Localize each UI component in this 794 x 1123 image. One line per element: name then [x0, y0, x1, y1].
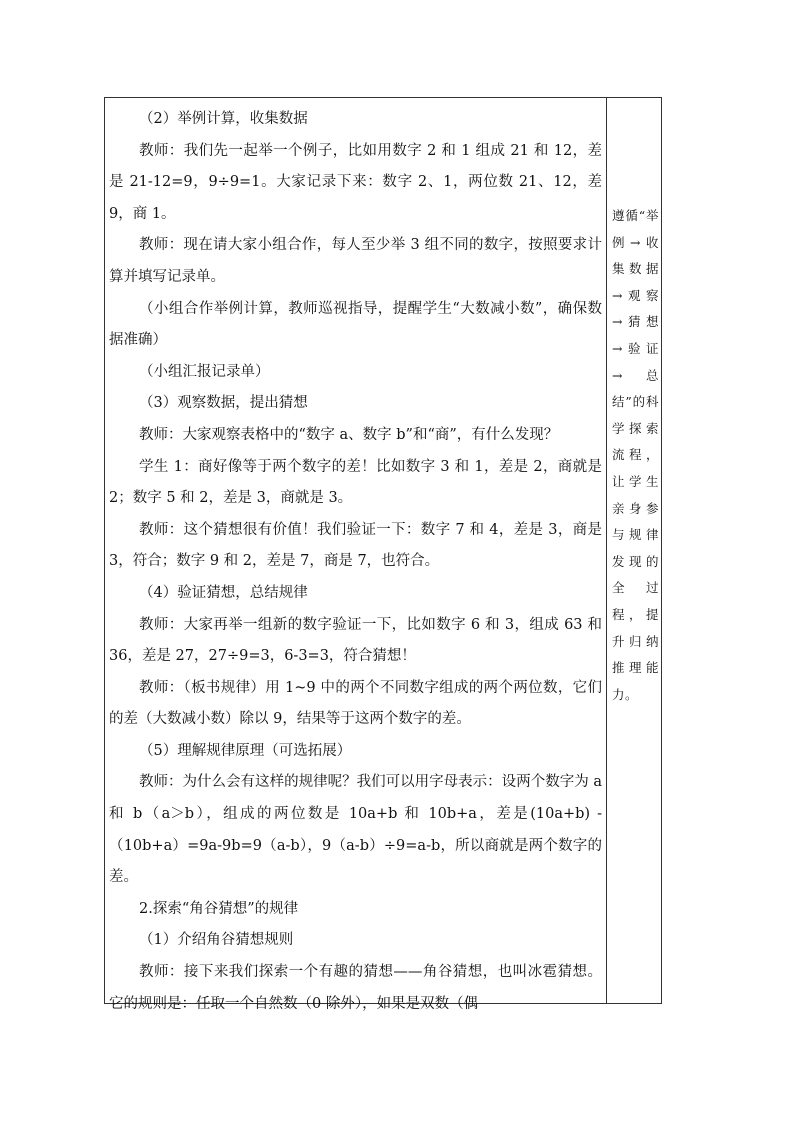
lesson-content [105, 98, 606, 1020]
paragraph: 学生 1：商好像等于两个数字的差！比如数字 3 和 1，差是 2，商就是 2；数字 5 和 2，差是 3，商就是 3。 [109, 458, 602, 507]
column-divider [606, 98, 607, 1003]
paragraph: （3）观察数据，提出猜想 [139, 395, 308, 412]
paragraph: （小组合作举例计算，教师巡视指导，提醒学生“大数减小数”，确保数据准确） [109, 300, 602, 349]
paragraph: （1）介绍角谷猜想规则 [139, 932, 294, 949]
paragraph: 教师：现在请大家小组合作，每人至少举 3 组不同的数字，按照要求计算并填写记录单。 [109, 237, 602, 285]
paragraph: 教师：我们先一起举一个例子，比如用数字 2 和 1 组成 21 和 12，差是 21-12=9，9÷9=1。大家记录下来：数字 2、1，两位数 21、12，差 9，商 1。 [109, 142, 602, 222]
paragraph: 教师：接下来我们探索一个有趣的猜想——角谷猜想，也叫冰雹猜想。它的规则是：任取一个自然数（0 除外），如果是双数（偶 [109, 964, 602, 1012]
paragraph: （2）举例计算，收集数据 [139, 111, 308, 127]
paragraph: 教师：（板书规律）用 1~9 中的两个不同数字组成的两个两位数，它们的差（大数减小数）除以 9，结果等于这两个数字的差。 [109, 679, 602, 728]
side-note: 遵循“举例→收集数据→观察→猜想→验证→总结”的科学探索流程，让学生亲身参与规律发现的全过程，提升归纳推理能力。 [612, 208, 659, 702]
paragraph: 教师：大家观察表格中的“数字 a、数字 b”和“商”，有什么发现？ [139, 426, 559, 443]
paragraph: （小组汇报记录单） [139, 363, 270, 380]
paragraph: 教师：为什么会有这样的规律呢？我们可以用字母表示：设两个数字为 a 和 b（a＞b），组成的两位数是 10a+b 和 10b+a，差是(10a+b) -（10b+a）=9a-9b=9（a-b），9（a-b）÷9=a-b，所以商就是两个数字的差。 [109, 774, 602, 886]
lesson-table [104, 97, 662, 1012]
paragraph: 教师：大家再举一组新的数字验证一下，比如数字 6 和 3，组成 63 和 36，差是 27，27÷9=3，6-3=3，符合猜想！ [109, 616, 602, 665]
paragraph: 2.探索“角谷猜想”的规律 [139, 900, 299, 917]
paragraph: 教师：这个猜想很有价值！我们验证一下：数字 7 和 4，差是 3，商是 3，符合；数字 9 和 2，差是 7，商是 7，也符合。 [109, 521, 602, 570]
paragraph: （4）验证猜想，总结规律 [139, 584, 308, 601]
paragraph: （5）理解规律原理（可选拓展） [139, 742, 352, 759]
